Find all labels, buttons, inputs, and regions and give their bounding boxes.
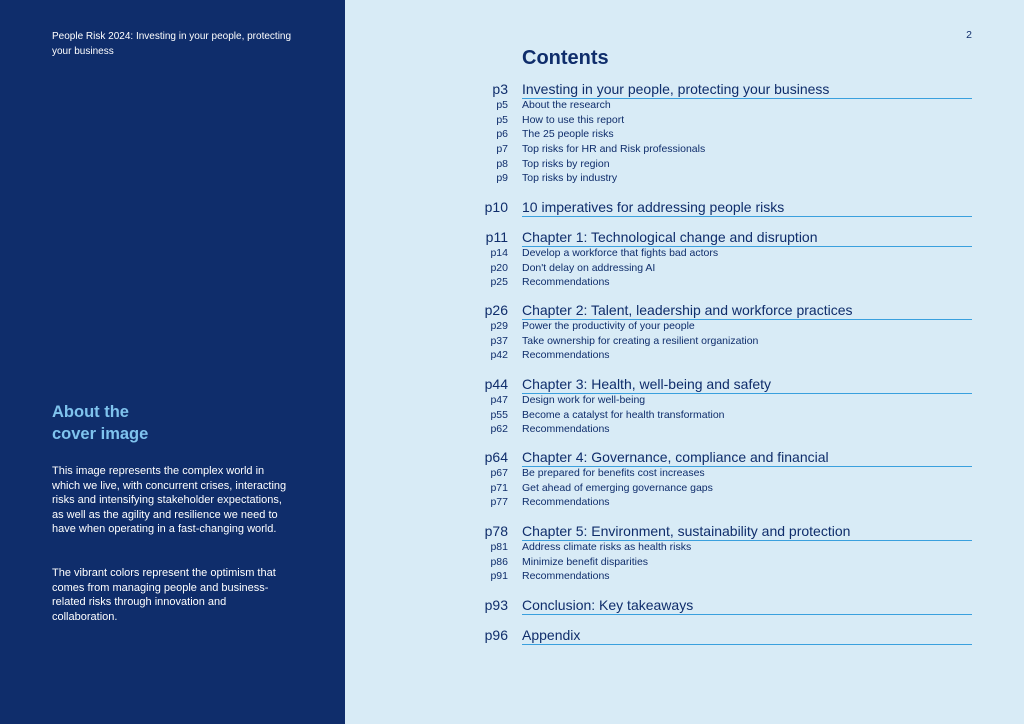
toc-item-page: p5	[496, 99, 508, 111]
toc-item[interactable]	[0, 409, 1024, 424]
toc-section-page: p10	[484, 199, 508, 215]
toc-section	[0, 375, 1024, 438]
toc-section-page: p96	[484, 627, 508, 643]
toc-section	[0, 626, 1024, 645]
toc-item[interactable]	[0, 423, 1024, 438]
toc-item-page: p42	[490, 349, 508, 362]
toc-item-page: p29	[490, 320, 508, 332]
cover-heading-line-2: cover image	[52, 425, 149, 443]
toc-item-title[interactable]: Design work for well-being	[522, 394, 646, 406]
toc-item[interactable]	[0, 467, 1024, 482]
toc-item-title[interactable]: Minimize benefit disparities	[522, 555, 649, 568]
toc-item[interactable]	[0, 320, 1024, 335]
toc-item[interactable]	[0, 276, 1024, 291]
toc-item-page: p86	[490, 555, 508, 568]
toc-item[interactable]	[0, 482, 1024, 497]
toc-item-page: p37	[490, 334, 508, 347]
toc-section-page: p44	[484, 376, 508, 392]
toc-item-page: p62	[490, 423, 508, 436]
toc-section-title[interactable]: Investing in your people, protecting your business	[522, 81, 972, 99]
toc-section	[0, 228, 1024, 291]
toc-item-title[interactable]: Recommendations	[522, 496, 610, 509]
toc-section-row[interactable]	[0, 596, 1024, 615]
toc-section-page: p78	[484, 523, 508, 539]
toc-section-row[interactable]	[0, 80, 1024, 99]
toc-item-title[interactable]: Address climate risks as health risks	[522, 541, 692, 553]
toc-section-row[interactable]	[0, 375, 1024, 394]
toc-item[interactable]	[0, 541, 1024, 556]
toc-item[interactable]	[0, 143, 1024, 158]
toc-section-row[interactable]	[0, 448, 1024, 467]
toc-section-title[interactable]: Chapter 4: Governance, compliance and financial	[522, 449, 972, 467]
toc-item-title[interactable]: About the research	[522, 99, 611, 111]
toc-section	[0, 301, 1024, 364]
toc-item-page: p8	[496, 157, 508, 170]
toc-section-row[interactable]	[0, 626, 1024, 645]
toc-item-page: p91	[490, 570, 508, 583]
toc-item-title[interactable]: Be prepared for benefits cost increases	[522, 467, 705, 479]
toc-item[interactable]	[0, 394, 1024, 409]
cover-description-paragraph-2: The vibrant colors represent the optimism that comes from managing people and business-related risks through innovation and collaboration.	[52, 567, 276, 623]
toc-section-page: p3	[492, 81, 508, 97]
page-number: 2	[966, 29, 972, 41]
toc-section-title[interactable]: Appendix	[522, 627, 972, 645]
cover-description-paragraph-1: This image represents the complex world in which we live, with concurrent crises, interacting risks and intensifying stakeholder expectations, as well as the agility and resilience we need to have when operating in a fast-changing world.	[52, 465, 287, 536]
toc-section-title[interactable]: Chapter 1: Technological change and disruption	[522, 229, 972, 247]
toc-item-title[interactable]: Recommendations	[522, 423, 610, 436]
toc-section-page: p26	[484, 302, 508, 318]
toc-section-page: p11	[485, 229, 508, 245]
toc-item[interactable]	[0, 335, 1024, 350]
toc-item-page: p20	[490, 261, 508, 274]
toc-item-title[interactable]: Become a catalyst for health transformation	[522, 408, 725, 421]
toc-section	[0, 448, 1024, 511]
toc-section-page: p64	[484, 449, 508, 465]
toc-item[interactable]	[0, 158, 1024, 173]
toc-item-title[interactable]: Take ownership for creating a resilient organization	[522, 334, 759, 347]
toc-item[interactable]	[0, 262, 1024, 277]
toc-item-title[interactable]: Recommendations	[522, 570, 610, 583]
toc-item-page: p81	[490, 541, 508, 553]
toc-item-title[interactable]: Top risks for HR and Risk professionals	[522, 143, 706, 156]
toc-item[interactable]	[0, 114, 1024, 129]
toc-item[interactable]	[0, 570, 1024, 585]
toc-item[interactable]	[0, 172, 1024, 187]
toc-section	[0, 80, 1024, 187]
contents-title: Contents	[522, 47, 609, 69]
toc-section-row[interactable]	[0, 301, 1024, 320]
toc-item[interactable]	[0, 496, 1024, 511]
cover-heading-line-1: About the	[52, 403, 129, 421]
toc-section	[0, 198, 1024, 217]
toc-item-title[interactable]: Recommendations	[522, 349, 610, 362]
toc-item-page: p67	[490, 467, 508, 479]
toc-section-title[interactable]: Chapter 5: Environment, sustainability and protection	[522, 523, 972, 541]
toc-section-row[interactable]	[0, 228, 1024, 247]
toc-item-title[interactable]: Recommendations	[522, 276, 610, 289]
toc-item-page: p77	[490, 496, 508, 509]
toc-section-title[interactable]: Chapter 2: Talent, leadership and workforce practices	[522, 302, 972, 320]
toc-item[interactable]	[0, 99, 1024, 114]
toc-item-page: p5	[496, 113, 508, 126]
toc-item[interactable]	[0, 247, 1024, 262]
toc-section-title[interactable]: Conclusion: Key takeaways	[522, 597, 972, 615]
toc-item[interactable]	[0, 556, 1024, 571]
toc-item-title[interactable]: The 25 people risks	[522, 128, 614, 141]
toc-item-title[interactable]: Top risks by region	[522, 157, 610, 170]
toc-item[interactable]	[0, 128, 1024, 143]
toc-section-page: p93	[484, 597, 508, 613]
document-title: People Risk 2024: Investing in your people, protecting your business	[52, 31, 292, 57]
toc-section-title[interactable]: Chapter 3: Health, well-being and safety	[522, 376, 972, 394]
toc-item-title[interactable]: Get ahead of emerging governance gaps	[522, 481, 713, 494]
toc-item-page: p55	[490, 408, 508, 421]
toc-item-title[interactable]: Develop a workforce that fights bad actors	[522, 247, 719, 259]
toc-section-row[interactable]	[0, 522, 1024, 541]
toc-section-title[interactable]: 10 imperatives for addressing people risks	[522, 199, 972, 217]
toc-item-page: p7	[496, 143, 508, 156]
toc-section-row[interactable]	[0, 198, 1024, 217]
toc-item-page: p25	[490, 276, 508, 289]
toc-item-page: p9	[496, 172, 508, 185]
toc-item-page: p71	[490, 481, 508, 494]
toc-section	[0, 596, 1024, 615]
toc-item-title[interactable]: Power the productivity of your people	[522, 320, 695, 332]
toc-item-page: p47	[490, 394, 508, 406]
toc-section	[0, 522, 1024, 585]
toc-item-title[interactable]: Don't delay on addressing AI	[522, 261, 656, 274]
toc-item-page: p6	[496, 128, 508, 141]
toc-item[interactable]	[0, 349, 1024, 364]
toc-item-title[interactable]: Top risks by industry	[522, 172, 618, 185]
toc-item-page: p14	[490, 247, 508, 259]
toc-item-title[interactable]: How to use this report	[522, 113, 625, 126]
